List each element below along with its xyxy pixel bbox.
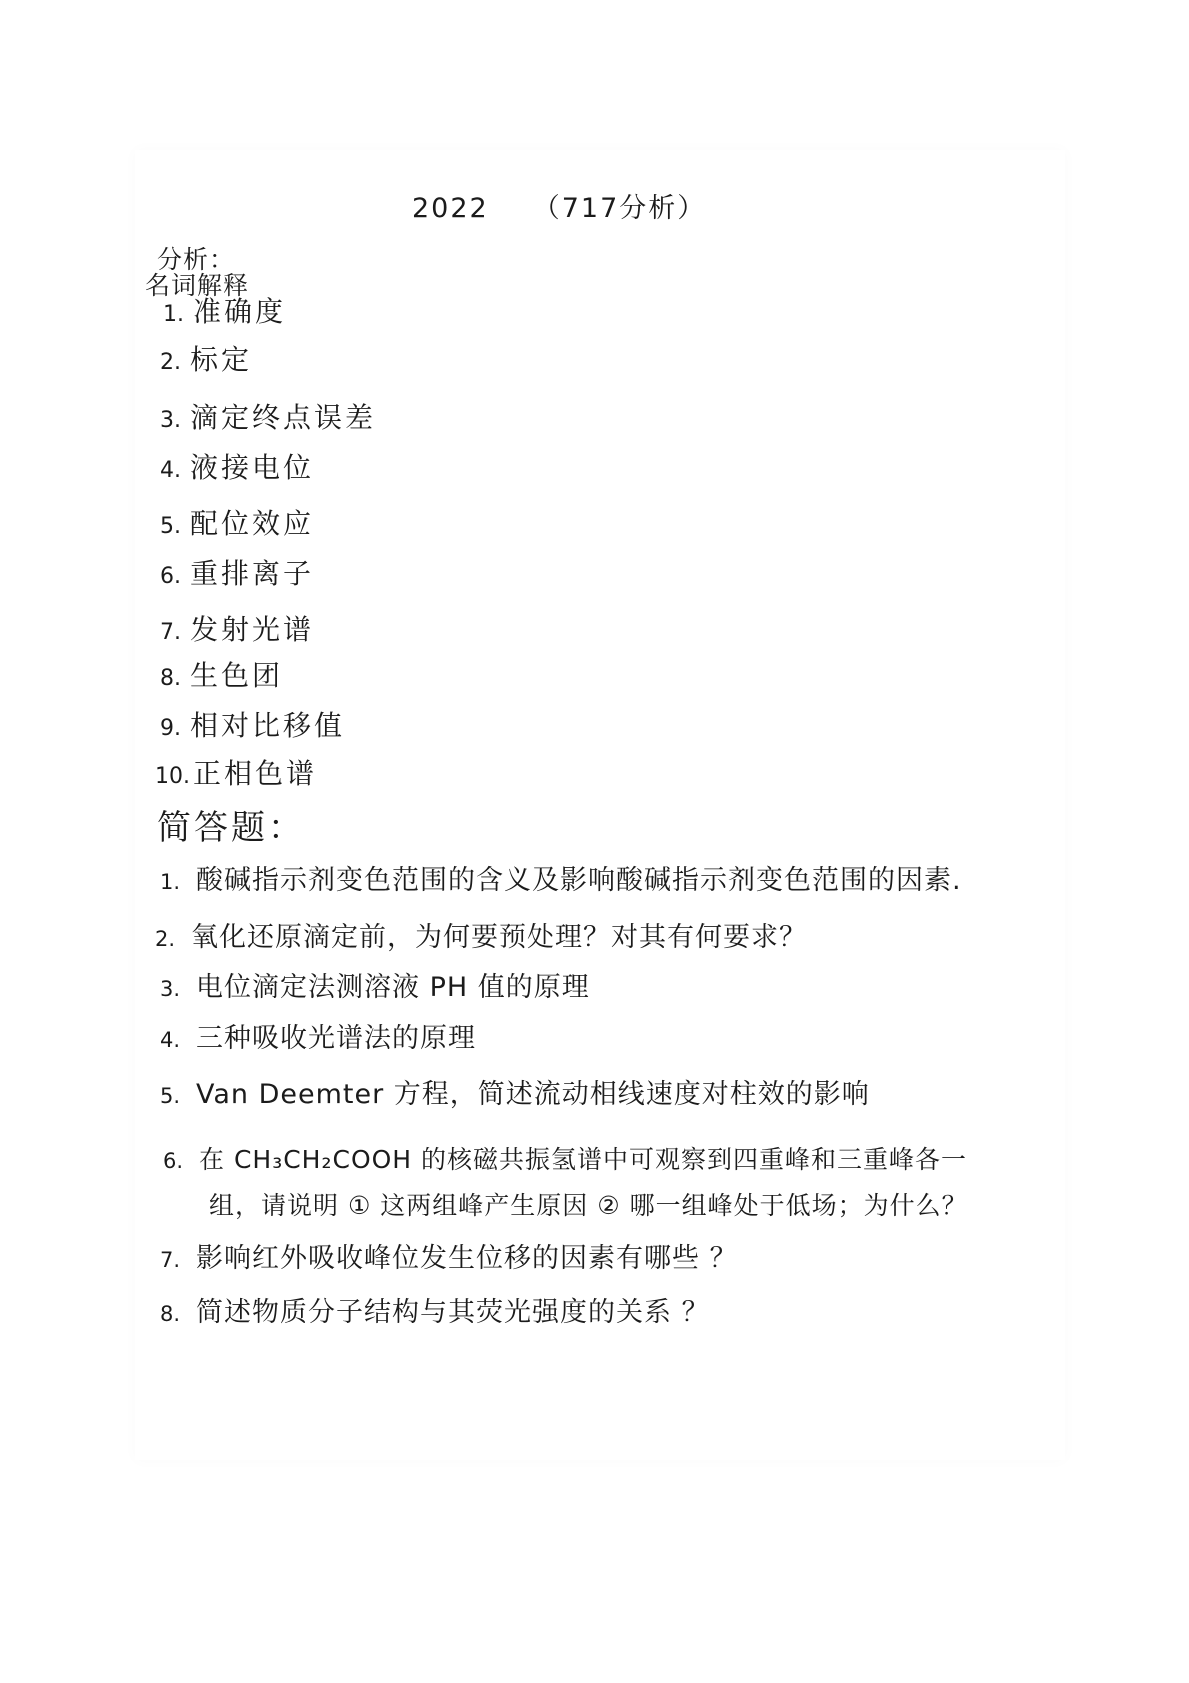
title-code: （717分析） (532, 193, 707, 224)
question-item (163, 1140, 968, 1222)
item-text: 滴定终点误差 (190, 401, 377, 434)
item-text: 正相色谱 (193, 757, 318, 790)
definition-item (160, 502, 314, 542)
question-number: 8. (160, 1302, 181, 1326)
question-text: 在 CH₃CH₂COOH 的核磁共振氢谱中可观察到四重峰和三重峰各一 (199, 1145, 968, 1174)
question-number: 1. (160, 870, 181, 894)
definition-item (160, 446, 314, 486)
definition-item (160, 704, 345, 744)
item-number: 2. (160, 350, 181, 375)
question-number: 2. (155, 927, 176, 951)
item-number: 5. (160, 514, 181, 539)
question-number: 3. (160, 977, 181, 1001)
question-text: 氧化还原滴定前，为何要预处理？对其有何要求？ (191, 922, 807, 953)
question-text: Van Deemter 方程，简述流动相线速度对柱效的影响 (196, 1079, 870, 1110)
question-item (160, 1072, 870, 1111)
question-text: 电位滴定法测溶液 PH 值的原理 (196, 972, 590, 1003)
item-number: 1. (163, 302, 184, 327)
analysis-label: 分析： (157, 245, 236, 274)
item-number: 3. (160, 408, 181, 433)
item-text: 准确度 (193, 295, 287, 328)
question-number: 5. (160, 1084, 181, 1108)
item-text: 生色团 (190, 659, 284, 692)
item-text: 相对比移值 (190, 709, 346, 742)
question-text: 三种吸收光谱法的原理 (196, 1023, 476, 1054)
question-item (160, 1236, 738, 1275)
item-number: 9. (160, 716, 181, 741)
item-number: 6. (160, 564, 181, 589)
definition-item (160, 552, 314, 592)
question-item (155, 915, 807, 954)
definition-item (163, 290, 286, 330)
definitions-heading: 名词解释 (145, 271, 250, 300)
item-number: 8. (160, 666, 181, 691)
definition-item (160, 654, 283, 694)
page-title (412, 186, 706, 225)
definition-item (160, 338, 252, 378)
question-text-continued: 组，请说明 ① 这两组峰产生原因 ② 哪一组峰处于低场；为什么？ (209, 1191, 968, 1220)
question-number: 6. (163, 1149, 184, 1173)
definition-item (160, 608, 314, 648)
question-text: 简述物质分子结构与其荧光强度的关系 ？ (196, 1297, 710, 1328)
question-item (160, 1016, 476, 1055)
question-item (160, 965, 590, 1004)
question-number: 4. (160, 1028, 181, 1052)
item-number: 10. (155, 764, 190, 789)
item-text: 标定 (190, 343, 253, 376)
question-item (160, 1290, 710, 1329)
question-number: 7. (160, 1248, 181, 1272)
question-text: 影响红外吸收峰位发生位移的因素有哪些 ？ (196, 1243, 738, 1274)
definition-item (160, 396, 376, 436)
item-text: 配位效应 (190, 507, 315, 540)
title-year: 2022 (412, 193, 489, 224)
item-number: 7. (160, 620, 181, 645)
question-item (160, 858, 962, 897)
definition-item (155, 752, 317, 792)
item-text: 液接电位 (190, 451, 315, 484)
short-answer-heading: 简答题： (157, 808, 305, 848)
item-text: 重排离子 (190, 557, 315, 590)
item-number: 4. (160, 458, 181, 483)
item-text: 发射光谱 (190, 613, 315, 646)
question-text: 酸碱指示剂变色范围的含义及影响酸碱指示剂变色范围的因素. (196, 865, 962, 896)
